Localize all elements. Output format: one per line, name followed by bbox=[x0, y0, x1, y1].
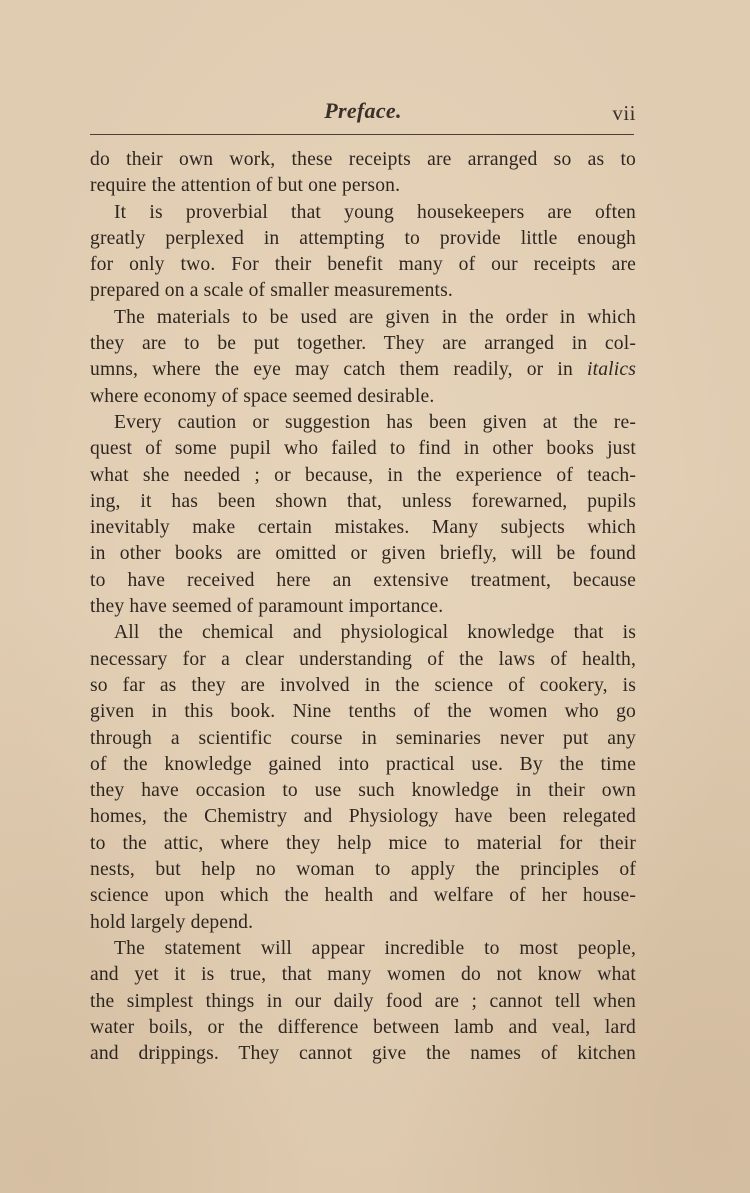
text-line: so far as they are involved in the science of cookery, is bbox=[90, 674, 636, 696]
page-number: vii bbox=[612, 101, 636, 125]
text-line: quest of some pupil who failed to find in other books just bbox=[90, 438, 636, 460]
text-line: they are to be put together. They are arranged in col- bbox=[90, 333, 636, 355]
text-line: what she needed ; or because, in the experience of teach- bbox=[90, 464, 636, 486]
text-line bbox=[90, 357, 636, 383]
text-line: require the attention of but one person. bbox=[90, 175, 401, 197]
text-line: given in this book. Nine tenths of the women who go bbox=[90, 701, 636, 723]
text-run: umns, where the eye may catch them readily, or in bbox=[90, 359, 588, 381]
text-line: It is proverbial that young housekeepers are often bbox=[114, 201, 636, 223]
text-line: they have seemed of paramount importance. bbox=[90, 596, 444, 618]
text-line: Every caution or suggestion has been given at the re- bbox=[114, 411, 636, 433]
text-line: through a scientific course in seminaries never put any bbox=[90, 727, 636, 749]
text-line: to the attic, where they help mice to material for their bbox=[90, 832, 636, 854]
text-line: homes, the Chemistry and Physiology have been relegated bbox=[90, 806, 636, 828]
text-line: hold largely depend. bbox=[90, 911, 254, 933]
text-line: All the chemical and physiological knowledge that is bbox=[114, 622, 636, 644]
header-rule bbox=[90, 134, 634, 135]
running-head-title: Preface. bbox=[324, 98, 402, 123]
text-line: they have occasion to use such knowledge in their own bbox=[90, 780, 636, 802]
text-line: water boils, or the difference between lamb and veal, lard bbox=[90, 1016, 636, 1038]
text-line: ing, it has been shown that, unless forewarned, pupils bbox=[90, 490, 636, 512]
text-line: nests, but help no woman to apply the principles of bbox=[90, 859, 636, 881]
text-line: where economy of space seemed desirable. bbox=[90, 385, 435, 407]
text-line: of the knowledge gained into practical use. By the time bbox=[90, 753, 636, 775]
italic-word: italics bbox=[587, 359, 636, 381]
text-line: and yet it is true, that many women do not know what bbox=[90, 964, 636, 986]
text-line: do their own work, these receipts are arranged so as to bbox=[90, 149, 636, 170]
running-head bbox=[90, 98, 636, 130]
text-line: necessary for a clear understanding of the laws of health, bbox=[90, 648, 636, 670]
text-line: for only two. For their benefit many of our receipts are bbox=[90, 254, 636, 276]
preface-body bbox=[90, 147, 636, 1067]
text-line: prepared on a scale of smaller measurements. bbox=[90, 280, 453, 302]
text-line: in other books are omitted or given briefly, will be found bbox=[90, 543, 636, 565]
text-line: science upon which the health and welfare of her house- bbox=[90, 885, 636, 907]
text-line: greatly perplexed in attempting to provide little enough bbox=[90, 227, 636, 249]
text-line: and drippings. They cannot give the names of kitchen bbox=[90, 1043, 636, 1065]
text-line: The statement will appear incredible to most people, bbox=[114, 937, 636, 959]
text-line: to have received here an extensive treatment, because bbox=[90, 569, 636, 591]
text-line: the simplest things in our daily food are ; cannot tell when bbox=[90, 990, 636, 1012]
text-line: inevitably make certain mistakes. Many subjects which bbox=[90, 517, 636, 539]
text-line: The materials to be used are given in the order in which bbox=[114, 306, 636, 328]
